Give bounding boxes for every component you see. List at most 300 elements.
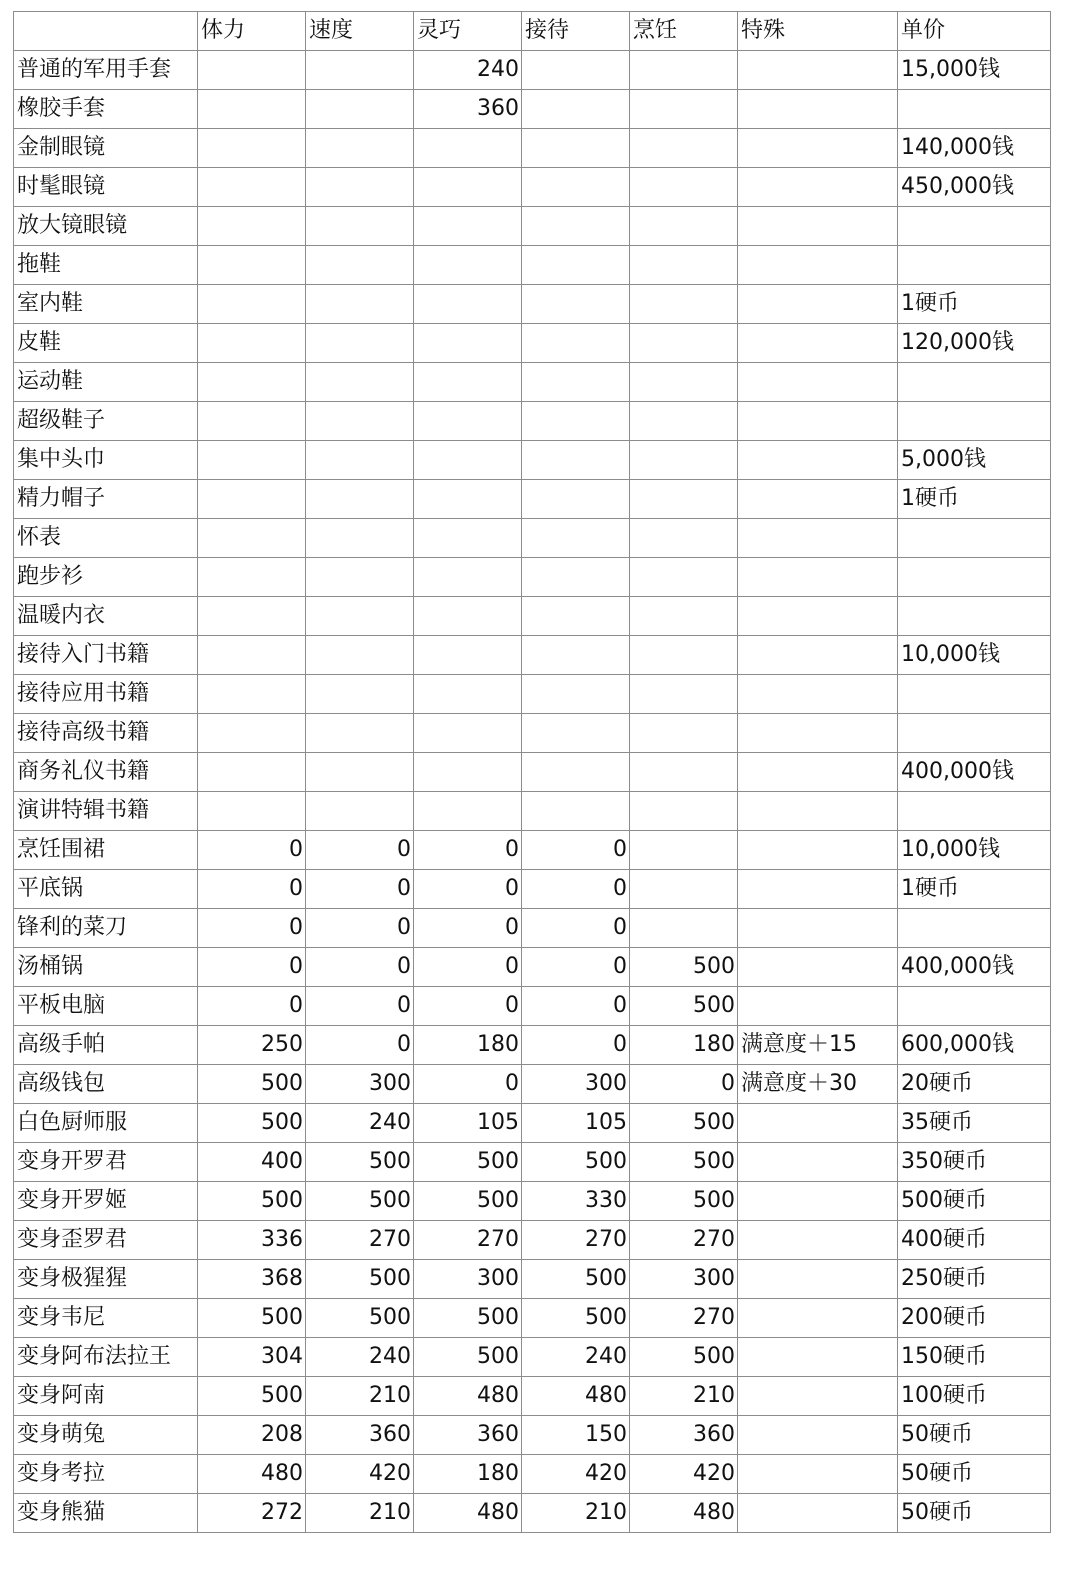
service-cell xyxy=(522,207,630,246)
service-cell xyxy=(522,324,630,363)
service-cell xyxy=(522,519,630,558)
item-name-cell: 接待高级书籍 xyxy=(14,714,198,753)
cooking-cell xyxy=(630,519,738,558)
cooking-cell: 420 xyxy=(630,1455,738,1494)
header-cell-corner xyxy=(14,12,198,51)
price-cell xyxy=(898,519,1051,558)
special-cell xyxy=(738,1104,898,1143)
special-cell xyxy=(738,1338,898,1377)
table-row xyxy=(14,402,1051,441)
table-row xyxy=(14,870,1051,909)
stamina-cell xyxy=(198,363,306,402)
cooking-cell: 210 xyxy=(630,1377,738,1416)
dexterity-cell xyxy=(414,285,522,324)
service-cell xyxy=(522,792,630,831)
service-cell xyxy=(522,129,630,168)
stamina-cell: 500 xyxy=(198,1182,306,1221)
dexterity-cell: 500 xyxy=(414,1338,522,1377)
special-cell xyxy=(738,246,898,285)
cooking-cell xyxy=(630,636,738,675)
cooking-cell xyxy=(630,402,738,441)
stamina-cell xyxy=(198,90,306,129)
special-cell xyxy=(738,51,898,90)
special-cell xyxy=(738,948,898,987)
item-name-cell: 温暖内衣 xyxy=(14,597,198,636)
item-name-cell: 变身考拉 xyxy=(14,1455,198,1494)
item-name-cell: 皮鞋 xyxy=(14,324,198,363)
table-row xyxy=(14,1143,1051,1182)
cooking-cell xyxy=(630,324,738,363)
item-name-cell: 平底锅 xyxy=(14,870,198,909)
cooking-cell: 180 xyxy=(630,1026,738,1065)
item-name-cell: 变身歪罗君 xyxy=(14,1221,198,1260)
item-name-cell: 变身萌兔 xyxy=(14,1416,198,1455)
stamina-cell: 336 xyxy=(198,1221,306,1260)
item-name-cell: 放大镜眼镜 xyxy=(14,207,198,246)
stamina-cell: 500 xyxy=(198,1104,306,1143)
service-cell: 240 xyxy=(522,1338,630,1377)
table-row xyxy=(14,1065,1051,1104)
cooking-cell xyxy=(630,285,738,324)
price-cell xyxy=(898,909,1051,948)
table-row xyxy=(14,1026,1051,1065)
special-cell xyxy=(738,1260,898,1299)
special-cell xyxy=(738,558,898,597)
special-cell xyxy=(738,1143,898,1182)
table-row xyxy=(14,168,1051,207)
cooking-cell: 500 xyxy=(630,1143,738,1182)
stamina-cell xyxy=(198,324,306,363)
speed-cell xyxy=(306,753,414,792)
stamina-cell: 250 xyxy=(198,1026,306,1065)
price-cell: 600,000钱 xyxy=(898,1026,1051,1065)
table-row xyxy=(14,1299,1051,1338)
table-row xyxy=(14,714,1051,753)
service-cell xyxy=(522,441,630,480)
cooking-cell: 500 xyxy=(630,1338,738,1377)
price-cell xyxy=(898,675,1051,714)
service-cell xyxy=(522,246,630,285)
special-cell xyxy=(738,441,898,480)
item-name-cell: 变身熊猫 xyxy=(14,1494,198,1533)
price-cell: 120,000钱 xyxy=(898,324,1051,363)
price-cell: 5,000钱 xyxy=(898,441,1051,480)
dexterity-cell: 300 xyxy=(414,1260,522,1299)
item-name-cell: 变身阿南 xyxy=(14,1377,198,1416)
service-cell: 0 xyxy=(522,870,630,909)
speed-cell xyxy=(306,363,414,402)
speed-cell: 500 xyxy=(306,1143,414,1182)
dexterity-cell: 500 xyxy=(414,1182,522,1221)
special-cell xyxy=(738,597,898,636)
stamina-cell xyxy=(198,285,306,324)
cooking-cell xyxy=(630,675,738,714)
table-row xyxy=(14,519,1051,558)
item-name-cell: 锋利的菜刀 xyxy=(14,909,198,948)
cooking-cell: 500 xyxy=(630,948,738,987)
service-cell xyxy=(522,90,630,129)
cooking-cell xyxy=(630,480,738,519)
special-cell xyxy=(738,831,898,870)
speed-cell: 0 xyxy=(306,1026,414,1065)
price-cell xyxy=(898,90,1051,129)
price-cell: 150硬币 xyxy=(898,1338,1051,1377)
speed-cell xyxy=(306,597,414,636)
stamina-cell: 208 xyxy=(198,1416,306,1455)
stamina-cell xyxy=(198,207,306,246)
dexterity-cell: 480 xyxy=(414,1377,522,1416)
dexterity-cell: 480 xyxy=(414,1494,522,1533)
table-row xyxy=(14,909,1051,948)
dexterity-cell: 0 xyxy=(414,909,522,948)
dexterity-cell xyxy=(414,402,522,441)
service-cell: 330 xyxy=(522,1182,630,1221)
item-name-cell: 变身开罗君 xyxy=(14,1143,198,1182)
item-name-cell: 橡胶手套 xyxy=(14,90,198,129)
speed-cell: 500 xyxy=(306,1260,414,1299)
dexterity-cell xyxy=(414,519,522,558)
price-cell: 500硬币 xyxy=(898,1182,1051,1221)
stamina-cell xyxy=(198,246,306,285)
price-cell xyxy=(898,987,1051,1026)
price-cell xyxy=(898,792,1051,831)
special-cell xyxy=(738,480,898,519)
price-cell: 400硬币 xyxy=(898,1221,1051,1260)
stamina-cell xyxy=(198,441,306,480)
stamina-cell xyxy=(198,558,306,597)
speed-cell xyxy=(306,90,414,129)
price-cell: 1硬币 xyxy=(898,480,1051,519)
service-cell xyxy=(522,558,630,597)
speed-cell xyxy=(306,51,414,90)
stamina-cell xyxy=(198,714,306,753)
stamina-cell: 272 xyxy=(198,1494,306,1533)
stamina-cell: 368 xyxy=(198,1260,306,1299)
header-cooking: 烹饪 xyxy=(630,12,738,51)
dexterity-cell: 360 xyxy=(414,90,522,129)
price-cell: 140,000钱 xyxy=(898,129,1051,168)
service-cell xyxy=(522,285,630,324)
dexterity-cell: 360 xyxy=(414,1416,522,1455)
dexterity-cell: 0 xyxy=(414,987,522,1026)
special-cell xyxy=(738,753,898,792)
price-cell xyxy=(898,402,1051,441)
speed-cell: 0 xyxy=(306,987,414,1026)
item-name-cell: 室内鞋 xyxy=(14,285,198,324)
special-cell xyxy=(738,1299,898,1338)
dexterity-cell: 500 xyxy=(414,1143,522,1182)
table-row xyxy=(14,324,1051,363)
speed-cell xyxy=(306,714,414,753)
service-cell xyxy=(522,636,630,675)
table-row xyxy=(14,1221,1051,1260)
cooking-cell: 500 xyxy=(630,987,738,1026)
item-name-cell: 变身开罗姬 xyxy=(14,1182,198,1221)
stamina-cell: 0 xyxy=(198,948,306,987)
price-cell: 350硬币 xyxy=(898,1143,1051,1182)
stamina-cell xyxy=(198,753,306,792)
dexterity-cell xyxy=(414,714,522,753)
cooking-cell xyxy=(630,753,738,792)
stamina-cell xyxy=(198,402,306,441)
dexterity-cell xyxy=(414,324,522,363)
special-cell xyxy=(738,909,898,948)
stamina-cell xyxy=(198,480,306,519)
cooking-cell xyxy=(630,558,738,597)
table-row xyxy=(14,1260,1051,1299)
item-name-cell: 集中头巾 xyxy=(14,441,198,480)
table-row xyxy=(14,1377,1051,1416)
cooking-cell: 500 xyxy=(630,1182,738,1221)
dexterity-cell xyxy=(414,636,522,675)
speed-cell xyxy=(306,402,414,441)
service-cell xyxy=(522,714,630,753)
item-name-cell: 白色厨师服 xyxy=(14,1104,198,1143)
stamina-cell xyxy=(198,519,306,558)
dexterity-cell: 0 xyxy=(414,948,522,987)
special-cell: 满意度＋15 xyxy=(738,1026,898,1065)
item-name-cell: 拖鞋 xyxy=(14,246,198,285)
stamina-cell: 0 xyxy=(198,831,306,870)
speed-cell xyxy=(306,324,414,363)
service-cell xyxy=(522,480,630,519)
special-cell xyxy=(738,90,898,129)
price-cell: 400,000钱 xyxy=(898,948,1051,987)
cooking-cell: 270 xyxy=(630,1221,738,1260)
service-cell: 105 xyxy=(522,1104,630,1143)
table-row xyxy=(14,597,1051,636)
dexterity-cell: 240 xyxy=(414,51,522,90)
stamina-cell: 480 xyxy=(198,1455,306,1494)
price-cell: 1硬币 xyxy=(898,870,1051,909)
stamina-cell: 0 xyxy=(198,909,306,948)
speed-cell xyxy=(306,246,414,285)
item-name-cell: 变身韦尼 xyxy=(14,1299,198,1338)
price-cell xyxy=(898,246,1051,285)
service-cell: 300 xyxy=(522,1065,630,1104)
special-cell: 满意度＋30 xyxy=(738,1065,898,1104)
service-cell: 0 xyxy=(522,987,630,1026)
item-name-cell: 普通的军用手套 xyxy=(14,51,198,90)
item-stats-table xyxy=(13,11,1051,1533)
special-cell xyxy=(738,1377,898,1416)
speed-cell: 240 xyxy=(306,1104,414,1143)
table-row xyxy=(14,636,1051,675)
speed-cell: 300 xyxy=(306,1065,414,1104)
item-name-cell: 精力帽子 xyxy=(14,480,198,519)
table-row xyxy=(14,246,1051,285)
special-cell xyxy=(738,519,898,558)
item-name-cell: 平板电脑 xyxy=(14,987,198,1026)
dexterity-cell xyxy=(414,792,522,831)
special-cell xyxy=(738,1455,898,1494)
price-cell: 20硬币 xyxy=(898,1065,1051,1104)
speed-cell: 240 xyxy=(306,1338,414,1377)
item-name-cell: 时髦眼镜 xyxy=(14,168,198,207)
table-row xyxy=(14,948,1051,987)
service-cell: 210 xyxy=(522,1494,630,1533)
cooking-cell xyxy=(630,714,738,753)
dexterity-cell: 0 xyxy=(414,870,522,909)
item-name-cell: 金制眼镜 xyxy=(14,129,198,168)
price-cell xyxy=(898,714,1051,753)
item-name-cell: 变身阿布法拉王 xyxy=(14,1338,198,1377)
table-row xyxy=(14,51,1051,90)
table-row xyxy=(14,675,1051,714)
table-row xyxy=(14,1182,1051,1221)
stamina-cell xyxy=(198,597,306,636)
dexterity-cell xyxy=(414,753,522,792)
header-stamina: 体力 xyxy=(198,12,306,51)
stamina-cell xyxy=(198,675,306,714)
price-cell: 10,000钱 xyxy=(898,636,1051,675)
price-cell: 1硬币 xyxy=(898,285,1051,324)
special-cell xyxy=(738,1182,898,1221)
item-name-cell: 商务礼仪书籍 xyxy=(14,753,198,792)
stamina-cell xyxy=(198,636,306,675)
service-cell xyxy=(522,675,630,714)
speed-cell xyxy=(306,519,414,558)
special-cell xyxy=(738,324,898,363)
dexterity-cell xyxy=(414,207,522,246)
service-cell: 480 xyxy=(522,1377,630,1416)
dexterity-cell: 270 xyxy=(414,1221,522,1260)
dexterity-cell xyxy=(414,558,522,597)
table-row xyxy=(14,480,1051,519)
price-cell: 15,000钱 xyxy=(898,51,1051,90)
price-cell: 50硬币 xyxy=(898,1455,1051,1494)
item-name-cell: 演讲特辑书籍 xyxy=(14,792,198,831)
cooking-cell xyxy=(630,168,738,207)
service-cell: 150 xyxy=(522,1416,630,1455)
table-row xyxy=(14,363,1051,402)
price-cell xyxy=(898,597,1051,636)
price-cell: 50硬币 xyxy=(898,1416,1051,1455)
speed-cell xyxy=(306,480,414,519)
special-cell xyxy=(738,402,898,441)
table-row xyxy=(14,753,1051,792)
header-speed: 速度 xyxy=(306,12,414,51)
dexterity-cell xyxy=(414,480,522,519)
special-cell xyxy=(738,870,898,909)
dexterity-cell: 0 xyxy=(414,1065,522,1104)
cooking-cell xyxy=(630,246,738,285)
price-cell: 35硬币 xyxy=(898,1104,1051,1143)
stamina-cell: 500 xyxy=(198,1299,306,1338)
service-cell: 420 xyxy=(522,1455,630,1494)
item-name-cell: 超级鞋子 xyxy=(14,402,198,441)
cooking-cell xyxy=(630,363,738,402)
cooking-cell: 270 xyxy=(630,1299,738,1338)
service-cell xyxy=(522,753,630,792)
table-row xyxy=(14,792,1051,831)
service-cell xyxy=(522,597,630,636)
price-cell: 50硬币 xyxy=(898,1494,1051,1533)
special-cell xyxy=(738,675,898,714)
special-cell xyxy=(738,363,898,402)
speed-cell xyxy=(306,168,414,207)
table-row xyxy=(14,558,1051,597)
table-row xyxy=(14,441,1051,480)
special-cell xyxy=(738,987,898,1026)
speed-cell: 0 xyxy=(306,870,414,909)
table-row xyxy=(14,1416,1051,1455)
price-cell: 250硬币 xyxy=(898,1260,1051,1299)
dexterity-cell xyxy=(414,441,522,480)
header-service: 接待 xyxy=(522,12,630,51)
price-cell: 10,000钱 xyxy=(898,831,1051,870)
service-cell xyxy=(522,51,630,90)
header-dexterity: 灵巧 xyxy=(414,12,522,51)
table-row xyxy=(14,207,1051,246)
cooking-cell xyxy=(630,90,738,129)
service-cell: 500 xyxy=(522,1143,630,1182)
table-row xyxy=(14,1455,1051,1494)
dexterity-cell: 500 xyxy=(414,1299,522,1338)
speed-cell: 0 xyxy=(306,948,414,987)
stamina-cell xyxy=(198,792,306,831)
service-cell: 270 xyxy=(522,1221,630,1260)
header-row xyxy=(14,12,1051,51)
special-cell xyxy=(738,1416,898,1455)
cooking-cell xyxy=(630,129,738,168)
cooking-cell xyxy=(630,597,738,636)
table-row xyxy=(14,1104,1051,1143)
price-cell: 450,000钱 xyxy=(898,168,1051,207)
speed-cell: 500 xyxy=(306,1182,414,1221)
dexterity-cell: 180 xyxy=(414,1026,522,1065)
dexterity-cell xyxy=(414,675,522,714)
cooking-cell xyxy=(630,831,738,870)
item-name-cell: 跑步衫 xyxy=(14,558,198,597)
service-cell xyxy=(522,402,630,441)
cooking-cell: 0 xyxy=(630,1065,738,1104)
price-cell xyxy=(898,558,1051,597)
dexterity-cell xyxy=(414,363,522,402)
speed-cell xyxy=(306,207,414,246)
special-cell xyxy=(738,636,898,675)
cooking-cell xyxy=(630,207,738,246)
speed-cell: 210 xyxy=(306,1377,414,1416)
service-cell: 500 xyxy=(522,1299,630,1338)
cooking-cell xyxy=(630,792,738,831)
cooking-cell xyxy=(630,870,738,909)
cooking-cell xyxy=(630,51,738,90)
table-row xyxy=(14,90,1051,129)
service-cell xyxy=(522,168,630,207)
item-name-cell: 怀表 xyxy=(14,519,198,558)
item-name-cell: 高级钱包 xyxy=(14,1065,198,1104)
special-cell xyxy=(738,1221,898,1260)
stamina-cell xyxy=(198,168,306,207)
dexterity-cell xyxy=(414,168,522,207)
dexterity-cell xyxy=(414,597,522,636)
special-cell xyxy=(738,792,898,831)
dexterity-cell xyxy=(414,246,522,285)
stamina-cell: 304 xyxy=(198,1338,306,1377)
item-name-cell: 接待入门书籍 xyxy=(14,636,198,675)
service-cell: 0 xyxy=(522,1026,630,1065)
dexterity-cell: 0 xyxy=(414,831,522,870)
service-cell: 0 xyxy=(522,831,630,870)
price-cell xyxy=(898,207,1051,246)
special-cell xyxy=(738,168,898,207)
speed-cell: 360 xyxy=(306,1416,414,1455)
speed-cell xyxy=(306,441,414,480)
speed-cell: 420 xyxy=(306,1455,414,1494)
speed-cell xyxy=(306,558,414,597)
table-row xyxy=(14,285,1051,324)
